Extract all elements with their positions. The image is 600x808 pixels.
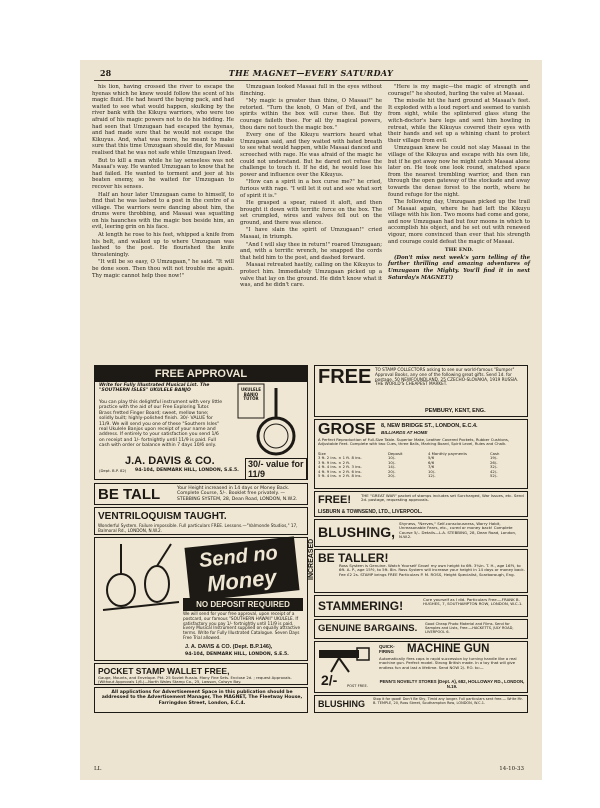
paragraph: his lion, having crossed the river to escape the hyenas which he knew would follow the scent of his magic fluid. He had heard the baying pack, and had waited to see what would happen, skulking by the river bank with the Kikuyu warriors, who were too afraid of his magic powers not to do his bidding. He had seen that Umzugaan had escaped the hyenas, and had made sure that he would not escape the Kikuyus. And, what was more, he meant to make sure that this time Umzugaan should die, for Masaai realised that he was not safe while Umzugaan lived. — [92, 84, 234, 156]
ad-headline: BE TALL — [98, 486, 161, 503]
table-row: 4 ft. 9 ins. × 2 ft. 6 ins. 20/- 10/- 42/- — [318, 468, 498, 474]
ad-headline: MACHINE GUN — [407, 643, 490, 655]
ad-body: Good Cheap Photo Material and Films. Send for Samples and Lists, Free.—HACKETTS, JULY ROAD, LIVERPOOL 6. — [425, 622, 514, 635]
ad-body: Stop it for good! Don't Be Shy, Timid any longer. Full particulars sent free.— Write Mr. B. TEMPLE, 20, Ross Street, Southampton Row, LONDON, W.C.1. — [373, 697, 523, 705]
ad-lisburn — [314, 491, 528, 517]
paragraph: Half an hour later Umzugaan came to himself, to find that he was lashed to a post in the centre of a village. The warriors were dancing about him, the drums were throbbing, and Masaai was squatting on his haunches with the magic box beside him, an evil, leering grin on his face. — [92, 191, 234, 231]
price-label: 2/- — [321, 672, 338, 688]
company-name: PENN'S NOVELTY STORES (Dept. A), 682, HOLLOWAY RD., LONDON, N.19. — [379, 679, 525, 689]
page-footer-mark: LL — [94, 766, 102, 772]
ad-body: Ross System is Genuine. Watch Yourself Grow! my own height to 6ft. 3¾in. T. H., age 16½, to 6ft. A. P., age 15½, to 5ft. 8in. Ross System will increase your height in 14 days or money back. Fee £2 2s. STAMP brings FREE Particulars P. M. ROSS, Height Specialist, Scarborough, Eng. — [339, 563, 525, 577]
ad-headline: BLUSHING — [318, 699, 365, 709]
ad-send-no-money — [94, 537, 308, 661]
paragraph: But to kill a man while he lay senseless was not Masaai's way. He wanted Umzugaan to know that he had failed. He wanted to torment and jeer at his beaten enemy, so he waited for Umzugaan to recover his senses. — [92, 157, 234, 190]
story-column-2 — [240, 84, 382, 290]
price-label: 30/- value for 11/9 — [245, 458, 307, 480]
table-row: 4 ft. 4 ins. × 2 ft. 3 ins. 14/- 7/6 32/- — [318, 464, 498, 470]
company-name: LISBURN & TOWNSEND, LTD., LIVERPOOL. — [318, 509, 423, 515]
story-column-3 — [388, 84, 530, 282]
ad-body: You can play this delightful instrument with very little practice with the aid of our Free Exploring Tutor. Brass fretted Finger Board; sweet, mellow tone; solidly built; highly-polished finish. 30/- VALUE for 11/9. We will send you one of these "Southern Isles" real Ukulele Banjos upon receipt of your name and address. If entirely to your satisfaction you send 1/6 on receipt and 1/- fortnightly until 11/9 is paid. Full cash with order or balance within 7 days 10/6 only. — [99, 400, 223, 449]
ad-body: Gauge, Mounts, and Envelope. Pkt. 25 Soviet Russia. Many Fine Sets. Enclose 2d. ; request Approvals. (Without Approvals 1/6.)—North Wales Stamp Co., 25, Lawson, Colwyn Bay. — [98, 675, 292, 685]
post-free-label: POST FREE. — [347, 684, 368, 688]
increased-label: INCREASED — [308, 538, 315, 580]
paragraph: Umzugaan looked Masaai full in the eyes without flinching. — [240, 84, 382, 97]
ad-headline: FREE — [318, 366, 372, 388]
paragraph: "And I will slay thee in return!" roared Umzugaan; and, with a terrific wrench, he snapped the cords that held him to the post, and dashed forward. — [240, 241, 382, 261]
magazine-page — [80, 60, 542, 780]
paragraph: Umzugaan knew he could not slay Masaai in the village of the Kikuyus and escape with his own life, but if he got away now he might catch Masaai alone later on. He took one look round, snatched space from the nearest trembling warrior, and then ran through the open gateway of the stockade and away towards the dense forest to the north, where he found refuge for the night. — [388, 145, 530, 198]
paragraph: At length he rose to his feet, whipped a knife from his belt, and walked up to where Umzugaan was lashed to the post. He flourished the knife threateningly. — [92, 232, 234, 258]
ad-headline: STAMMERING! — [318, 599, 404, 613]
quick-firing-label: QUICK-FIRING — [379, 644, 395, 654]
paragraph: "My magic is greater than thine, O Masaai!" he retorted. "Turn the knob, O Man of Evil, and the spirits within the box will curse thee. But thy courage faileth thee. For all thy magical powers, thou dare not touch the magic box." — [240, 98, 382, 131]
ad-subheadline: BILLIARDS AT HOME — [381, 430, 428, 435]
ad-body: Wonderful System. Failure impossible. Full particulars FREE. Lessons.—"Valmonde Studios," 17, Balmoral Rd., LONDON, N.W.2. — [98, 523, 298, 533]
ad-headline: GROSE — [318, 421, 376, 438]
ad-body: THE "GREAT WAR" packet of stamps includes set Surcharged, War Issues, etc. Send 2d. postage, requesting approvals. — [361, 493, 524, 503]
ad-stammering — [314, 595, 528, 617]
table-row: 3 ft. 2 ins. × 1 ft. 8 ins. 10/- 5/6 19/- — [318, 455, 498, 461]
company-address: 8, NEW BRIDGE ST., LONDON, E.C.4. — [381, 423, 478, 429]
ad-headline: GENUINE BARGAINS. — [318, 623, 418, 634]
ad-body: We will send for your free approval, upon receipt of a postcard, our famous "SOUTHERN HAWAII" UKULELE. If satisfactory you pay 1/- fortnightly until 11/9 is paid. Every Musical Instrument supplied on equally attractive terms. Write for Fully Illustrated Catalogue. Seven Days Free Trial allowed. — [183, 611, 301, 640]
ad-headline-line1: Send no — [198, 541, 279, 573]
ad-body: Automatically fires caps in rapid succession by turning handle like a real machine gun. Perfect model. Strong British made. In a toy that will give endless fun and last a lifetime. Send NOW 2/- P.O. to:— — [379, 656, 517, 670]
company-address: PEMBURY, KENT, ENG. — [425, 408, 486, 414]
ad-headline: BE TALLER! — [318, 551, 389, 565]
company-name: J.A. DAVIS & CO. — [125, 455, 215, 467]
paragraph: "Here is my magic—the magic of strength and courage!" he shouted, hurling the valve at Masaai. — [388, 84, 530, 97]
company-address: 94-104, DENMARK HILL, LONDON, S.E.5. — [135, 468, 239, 473]
price-table — [318, 452, 524, 478]
paragraph: He grasped a spear, raised it aloft, and then brought it down with terrific force on the box. The set crumpled, wires and valves fell out on the ground, and there was silence. — [240, 200, 382, 226]
ad-blushing — [314, 519, 528, 547]
ad-body: Shyness, "Nerves," Self-consciousness, Worry Habit, Unreasonable Fears, etc., cured or money back! Complete Course 5/-. Details—L.A. STEBBING, 28, Dean Road, London, N.W.2. — [399, 521, 517, 540]
ad-banner: NO DEPOSIT REQUIRED — [183, 598, 303, 611]
ad-subheadline: Write for Fully Illustrated Musical List. The "SOUTHERN ISLES" UKULELE BANJO — [99, 383, 210, 394]
paragraph: "I have slain the spirit of Umzugaan!" cried Masaai, in triumph. — [240, 227, 382, 241]
table-header: Size Deposit 4 Monthly payments Cash — [318, 451, 500, 456]
paragraph: Masaai retreated hastily, calling on the Kikuyus to protect him. Immediately Umzugaan picked up a valve that lay on the ground. He didn't know what it was, and he didn't care. — [240, 262, 382, 289]
ad-body: TO STAMP COLLECTORS asking to see our world-famous "Bumper" Approval Books, any one of the following great gifts. Send 1d. for postage. 50 NEWFOUNDLAND, 25 CZECHO-SLOVAKIA, 1919 RUSSIA. THE WORLD'S CHEAPEST MARKET. — [375, 367, 519, 387]
instruments-illustration — [99, 542, 183, 614]
ad-body: Cure yourself as I did. Particulars Free.—FRANK B. HUGHES, 7, SOUTHAMPTON ROW, LONDON, W.C.1. — [423, 597, 523, 607]
ad-machine-gun — [314, 641, 528, 693]
next-week-promo: (Don't miss next week's yarn telling of the further thrilling and amazing adventures of Umzugaan the Mighty. You'll find it in next Saturday's MAGNET!) — [388, 254, 530, 281]
machine-gun-illustration — [319, 646, 373, 672]
ad-stamp-wallet — [94, 663, 308, 685]
issue-date: 14-10-33 — [499, 766, 524, 772]
ad-body: A Perfect Reproduction of Full-Size Table. Superior Make, Leather Covered Pockets, Rubber Cushions, Adjustable Feet. Complete with two Cues, three Balls, Marking Board, Spirit Level, Rules and Chalk. — [318, 437, 510, 447]
page-title: THE MAGNET—EVERY SATURDAY — [228, 68, 394, 78]
paragraph: Every one of the Kikuyu warriors heard what Umzugaan said, and they waited with bated breath to see what would happen, while Masaai danced and screeched with rage. He was afraid of the magic he could not understand. But he dared not refuse the challenge to touch it. If he did, he would lose his power and influence over the Kikuyus. — [240, 132, 382, 178]
ad-ventriloquism — [94, 507, 308, 535]
paragraph: "It will be so easy, O Umzugaan," he said. "It will be done soon. Then thou wilt not trouble me again. Thy magic cannot help thee now!" — [92, 259, 234, 279]
ad-free-stamps — [314, 365, 528, 417]
ad-notice — [94, 687, 308, 713]
ad-headline: FREE APPROVAL — [95, 366, 307, 382]
ad-genuine-bargains — [314, 619, 528, 639]
ad-banjo — [94, 365, 308, 480]
story-column-1 — [92, 84, 234, 280]
tutor-label: UKULELE BANJO TUTOR — [240, 387, 262, 402]
paragraph: "How can a spirit in a box curse me?" he cried, furious with rage. "I will let it out and see what sort of spirit it is." — [240, 179, 382, 199]
paragraph: The following day, Umzugaan picked up the trail of Masaai again, where he had left the Kikuyu village with his lion. Two moons had come and gone, and now Umzugaan had but four moons in which to accomplish his object, and he set out with renewed vigour, more convinced than ever that his strength and courage could defeat the magic of Masaai. — [388, 199, 530, 245]
paragraph: The missile hit the hard ground at Masaai's feet. It exploded with a loud report and seemed to vanish from sight, while the splintered glass stung the witch-doctor's bare legs and sent him howling in retreat, while the Kikuyus covered their eyes with their hands and set up a whining chant to protect their village from evil. — [388, 98, 530, 144]
ad-headline: FREE! — [318, 494, 351, 506]
ad-blushing-2 — [314, 695, 528, 713]
dept-code: (Dept. B.P. 82) — [99, 468, 127, 473]
ad-headline: BLUSHING, — [318, 524, 395, 540]
page-number: 28 — [100, 68, 112, 78]
ad-headline: POCKET STAMP WALLET FREE, — [98, 666, 230, 676]
table-row: 3 ft. 9 ins. × 2 ft. 10/- 6/6 26/- — [318, 459, 498, 465]
table-row: 5 ft. 4 ins. × 2 ft. 8 ins. 20/- 12/- 52/- — [318, 473, 498, 479]
story-end: THE END. — [444, 247, 474, 254]
company-address: 94-104, DENMARK HILL, LONDON, S.E.5. — [185, 652, 289, 657]
ad-headline: VENTRILOQUISM TAUGHT. — [98, 511, 227, 522]
notice-text: All applications for Advertisement Space in this publication should be addressed to the Advertisement Manager, The MAGNET, The Fleetway House, Farringdon Street, London, E.C.4. — [101, 690, 303, 706]
ad-body: Your Height increased in 14 days or Money Back. Complete Course, 5/-. Booklet free privately. —STEBBING SYSTEM, 28, Dean Road, LONDON, N.W.2. — [177, 486, 298, 502]
page-header — [94, 68, 528, 81]
ad-grose-billiards — [314, 419, 528, 489]
company-name: J. A. DAVIS & CO. (Dept. B.P.146), — [185, 644, 273, 650]
ad-headline-line2: Money — [205, 564, 278, 597]
ad-be-taller — [308, 538, 528, 593]
ad-be-tall — [94, 483, 308, 505]
